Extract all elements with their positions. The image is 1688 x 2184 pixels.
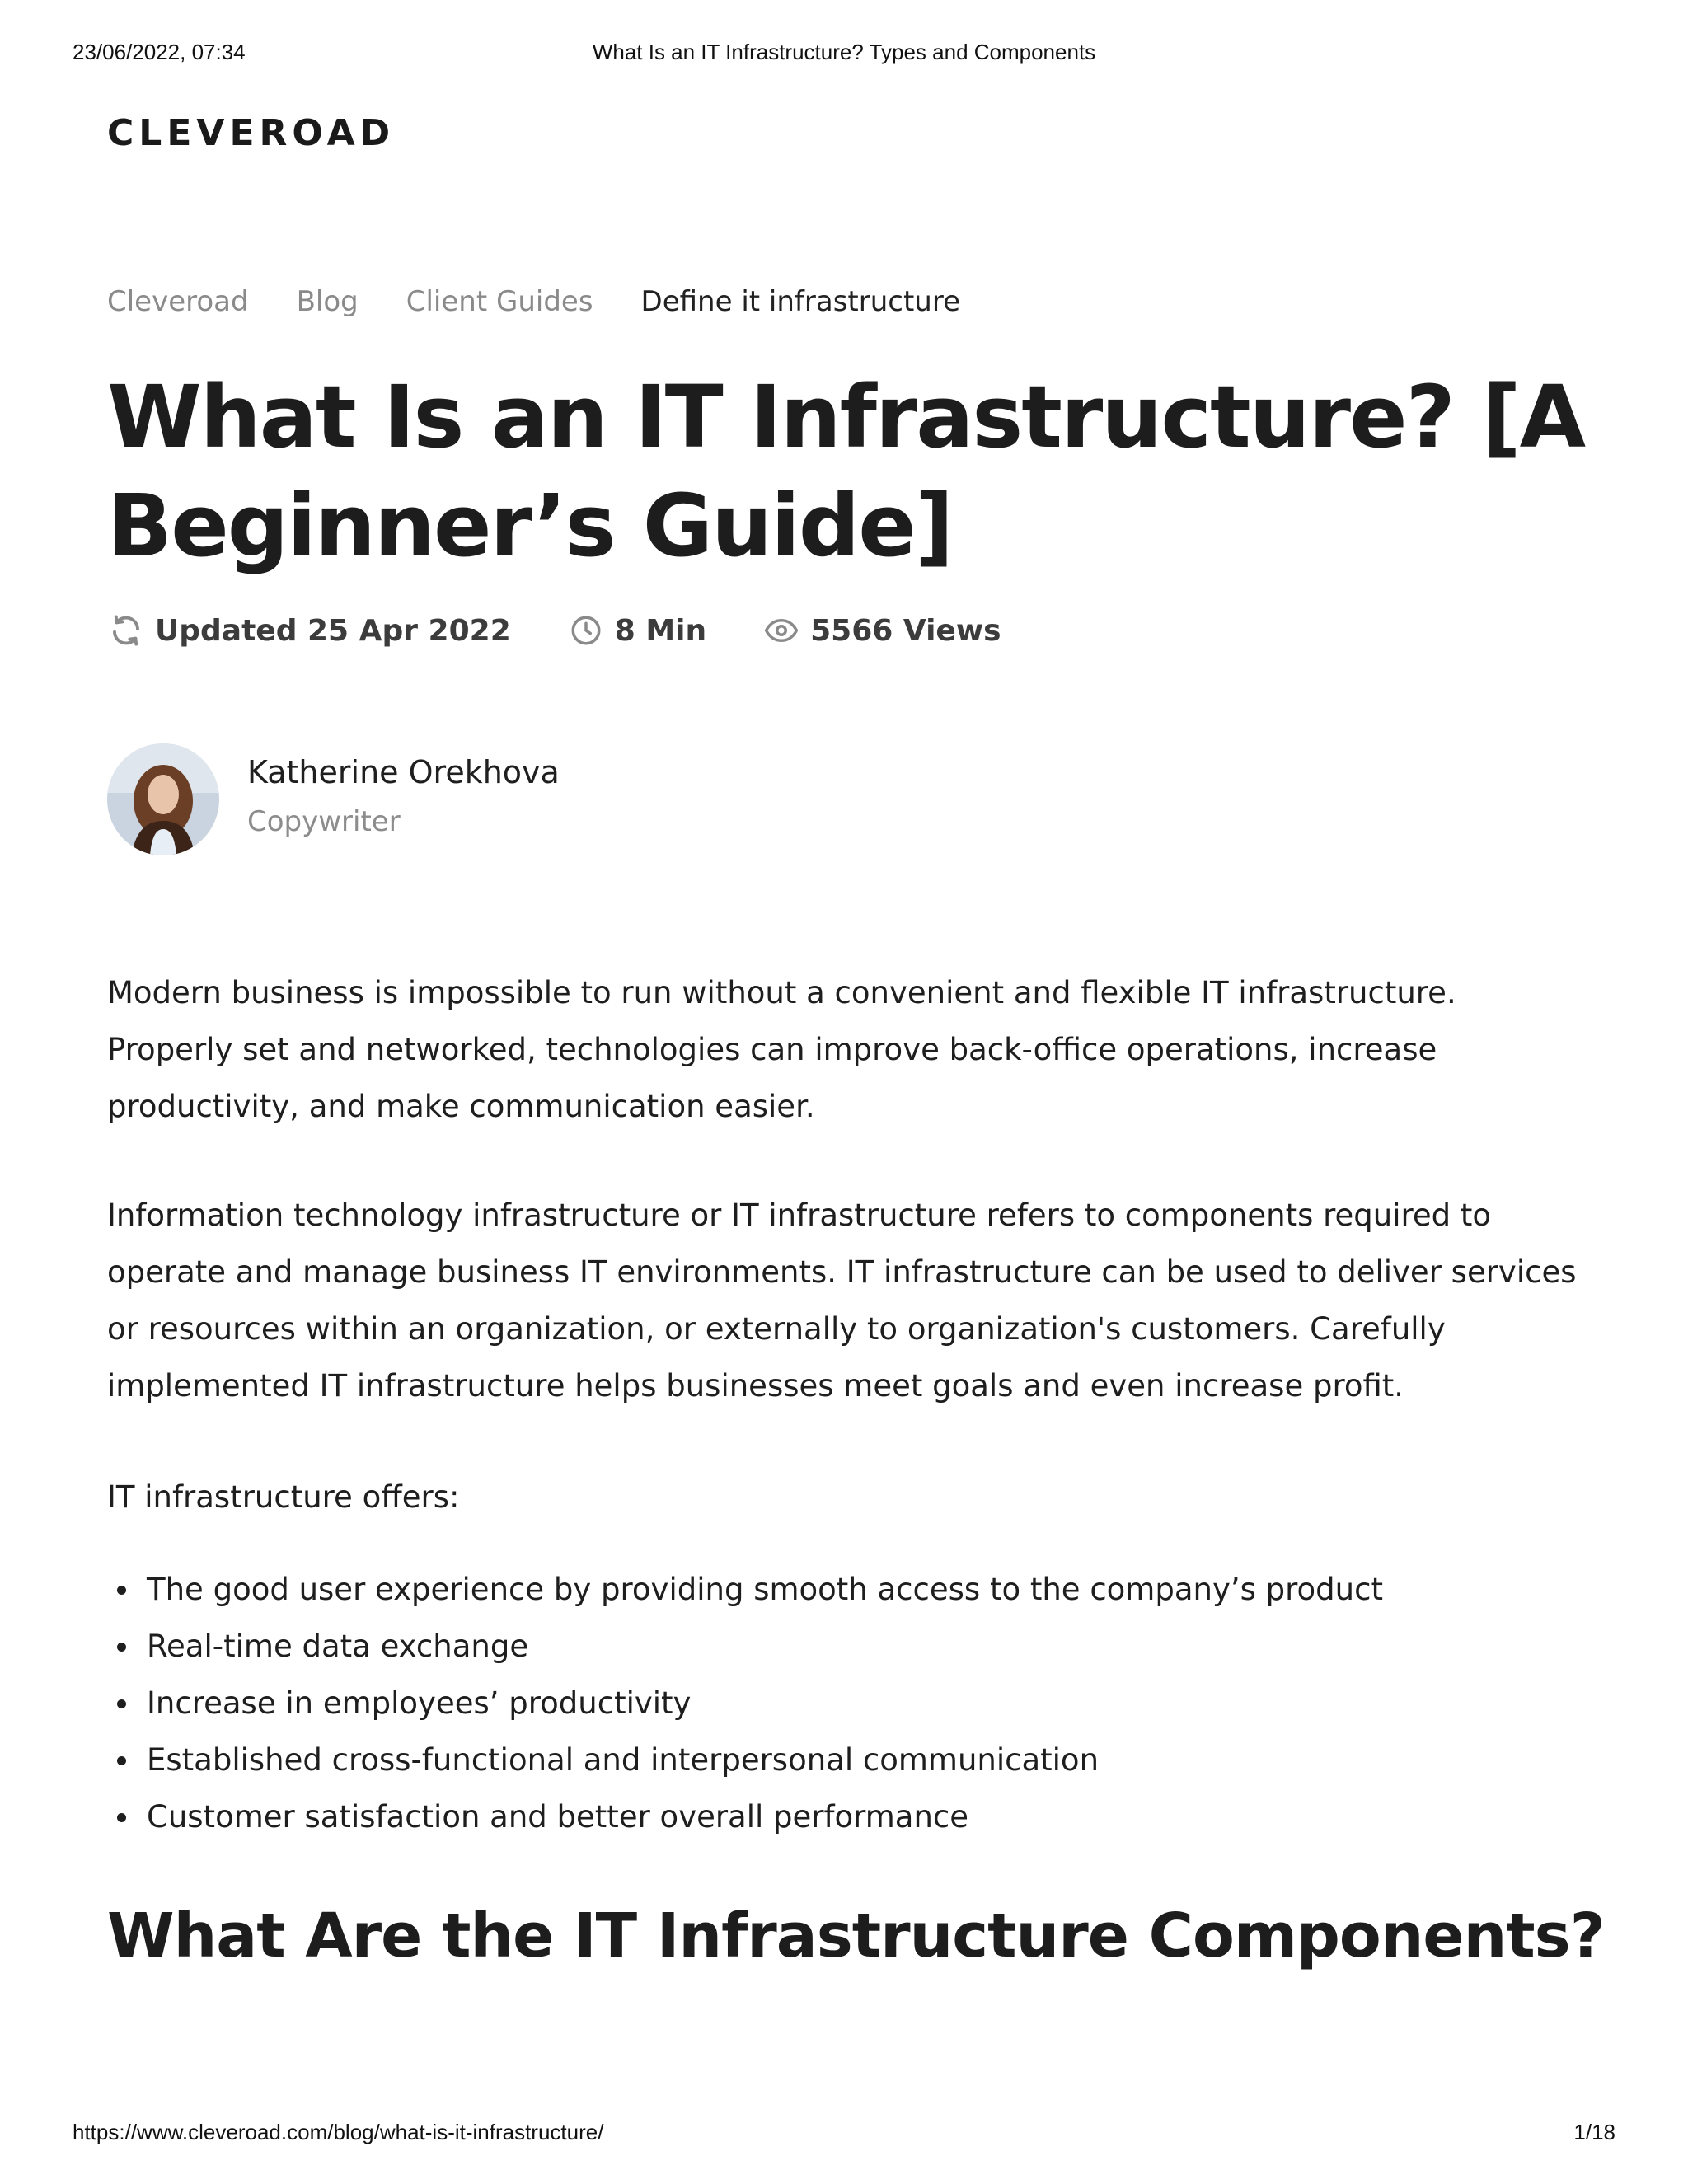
breadcrumb-blog[interactable]: Blog [296, 285, 359, 318]
print-date: 23/06/2022, 07:34 [73, 40, 246, 64]
breadcrumb-current: Define it infrastructure [640, 285, 960, 318]
refresh-icon [109, 613, 143, 648]
views-count: 5566 Views [810, 613, 1001, 648]
read-time: 8 Min [614, 613, 707, 648]
article-meta [109, 613, 1059, 648]
author-name[interactable]: Katherine Orekhova [247, 754, 560, 790]
cleveroad-logo[interactable]: CLEVEROAD [107, 112, 396, 154]
section-heading: What Are the IT Infrastructure Components? [107, 1900, 1605, 1971]
paragraph: Modern business is impossible to run without a convenient and flexible IT infrastructure. Properly set and networked, technologies can improve back-office operations, increase productivity, and make communication easier. [107, 975, 1456, 1124]
list-item: The good user experience by providing smooth access to the company’s product [147, 1561, 1383, 1618]
paragraph: IT infrastructure offers: [107, 1479, 460, 1515]
eye-icon [764, 613, 799, 648]
breadcrumb-client-guides[interactable]: Client Guides [406, 285, 593, 318]
breadcrumb-cleveroad[interactable]: Cleveroad [107, 285, 249, 318]
meta-updated [109, 613, 511, 648]
benefits-list [107, 1561, 1383, 1845]
author-role: Copywriter [247, 805, 401, 838]
print-url: https://www.cleveroad.com/blog/what-is-it-infrastructure/ [73, 2120, 604, 2144]
print-page-title: What Is an IT Infrastructure? Types and Components [592, 40, 1096, 64]
list-item: Increase in employees’ productivity [147, 1675, 1383, 1732]
clock-icon [569, 613, 603, 648]
author-block [107, 743, 560, 855]
author-avatar[interactable] [107, 743, 219, 855]
meta-read-time [569, 613, 706, 648]
list-item: Established cross-functional and interpersonal communication [147, 1732, 1383, 1788]
list-item: Real-time data exchange [147, 1618, 1383, 1675]
breadcrumb [107, 285, 960, 318]
paragraph: Information technology infrastructure or IT infrastructure refers to components required to operate and manage business IT environments. IT infrastructure can be used to deliver services or resources within an organization, or externally to organization's customers. Carefully implemented IT infrastructure helps businesses meet goals and even increase profit. [107, 1197, 1577, 1404]
updated-date: Updated 25 Apr 2022 [155, 613, 511, 648]
list-item: Customer satisfaction and better overall performance [147, 1788, 1383, 1845]
article-title: What Is an IT Infrastructure? [A Beginner’s Guide] [107, 367, 1585, 576]
print-page-number: 1/18 [1573, 2120, 1615, 2144]
meta-views [764, 613, 1001, 648]
